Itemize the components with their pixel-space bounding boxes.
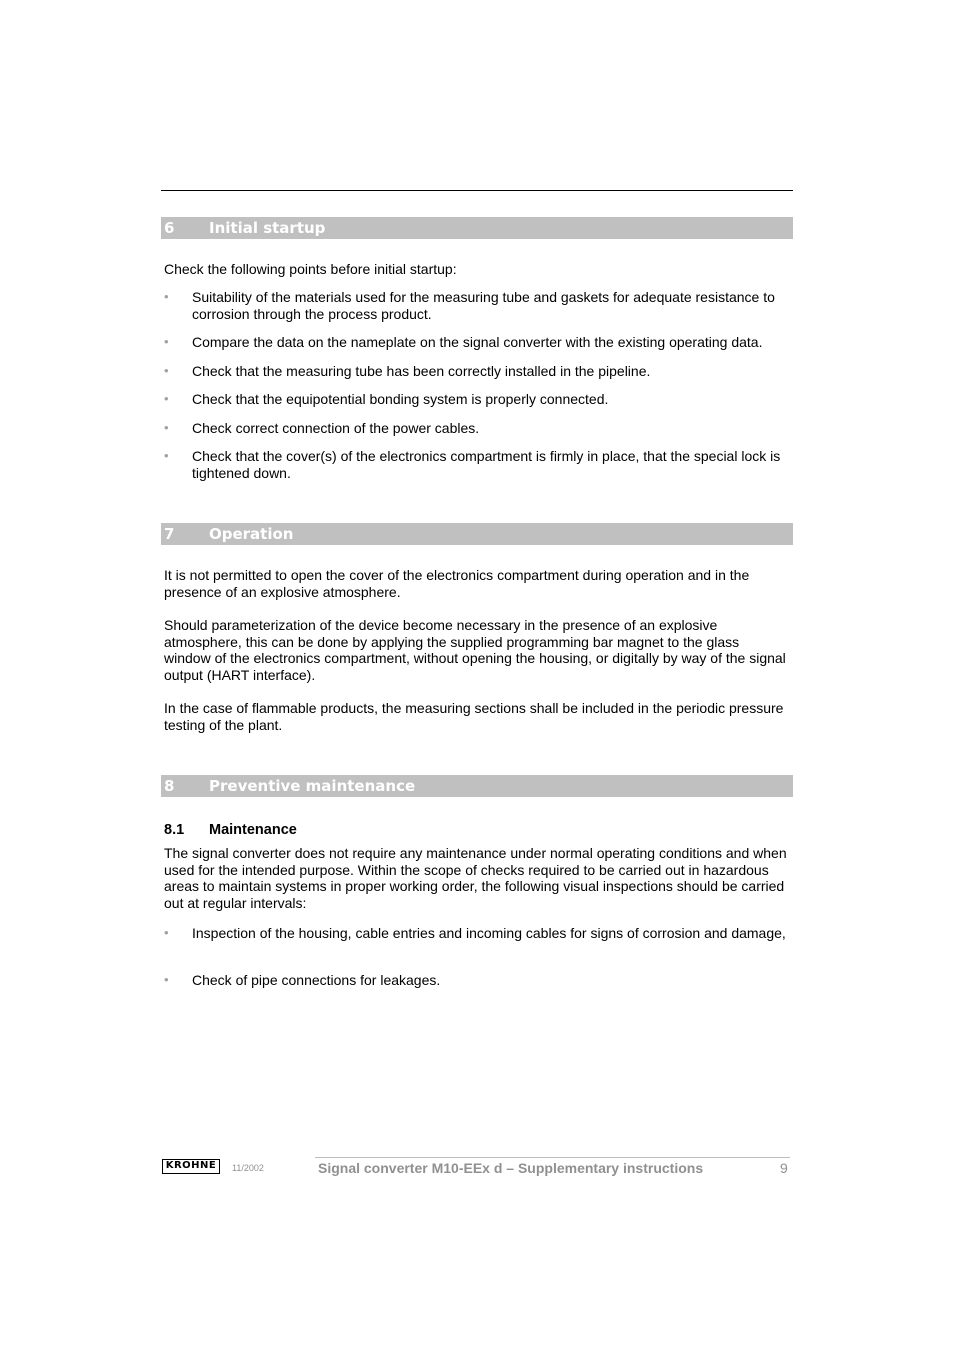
section-heading-initial-startup: [161, 217, 793, 239]
section-title: Operation: [209, 525, 294, 543]
krohne-logo: KROHNE: [162, 1159, 220, 1174]
page-number: 9: [780, 1160, 788, 1176]
bullet-icon: •: [164, 448, 169, 463]
bullet-icon: •: [164, 363, 169, 378]
bullet-icon: •: [164, 925, 169, 940]
list-item-text: Compare the data on the nameplate on the signal converter with the existing operating data.: [192, 334, 763, 350]
bullet-icon: •: [164, 289, 169, 304]
paragraph-text: The signal converter does not require any maintenance under normal operating conditions and when used for the intended purpose. Within the scope of checks required to be carried out in hazardous areas to maintain systems in proper working order, the following visual inspections should be carried out at regular intervals:: [164, 845, 787, 911]
section-number: 6: [164, 219, 175, 237]
list-item-text: Suitability of the materials used for the measuring tube and gaskets for adequate resistance to corrosion through the process product.: [192, 289, 775, 322]
list-item-text: Inspection of the housing, cable entries and incoming cables for signs of corrosion and damage,: [192, 925, 786, 941]
section-title: Preventive maintenance: [209, 777, 416, 795]
paragraph-text: It is not permitted to open the cover of the electronics compartment during operation and in the presence of an explosive atmosphere.: [164, 567, 750, 600]
bullet-icon: •: [164, 391, 169, 406]
bullet-icon: •: [164, 972, 169, 987]
section-heading-operation: [161, 523, 793, 545]
section-number: 8: [164, 777, 175, 795]
list-item-text: Check that the cover(s) of the electronics compartment is firmly in place, that the special lock is tightened down.: [192, 448, 781, 481]
intro-text: Check the following points before initial startup:: [164, 261, 457, 277]
header-rule: [161, 190, 793, 191]
footer-date: 11/2002: [232, 1163, 264, 1173]
paragraph: [164, 700, 789, 733]
paragraph-text: Should parameterization of the device become necessary in the presence of an explosive atmosphere, this can be done by applying the supplied programming bar magnet to the glass window of the electronics compartment, without opening the housing, or digitally by way of the signal output (HART interface).: [164, 617, 786, 683]
paragraph-text: In the case of flammable products, the measuring sections shall be included in the periodic pressure testing of the plant.: [164, 700, 784, 733]
bullet-icon: •: [164, 334, 169, 349]
subsection-title: Maintenance: [209, 822, 297, 838]
section-number: 7: [164, 525, 175, 543]
list-item-text: Check that the equipotential bonding system is properly connected.: [192, 391, 609, 407]
paragraph: [164, 617, 789, 683]
section-intro: [164, 261, 789, 278]
paragraph: [164, 845, 789, 911]
section-title: Initial startup: [209, 219, 326, 237]
footer-document-title: Signal converter M10-EEx d – Supplementary instructions: [318, 1160, 704, 1176]
list-item-text: Check of pipe connections for leakages.: [192, 972, 441, 988]
section-heading-preventive-maintenance: [161, 775, 793, 797]
subsection-number: 8.1: [164, 822, 185, 838]
footer-rule: [315, 1157, 790, 1158]
list-item-text: Check correct connection of the power cables.: [192, 420, 480, 436]
list-item-text: Check that the measuring tube has been correctly installed in the pipeline.: [192, 363, 651, 379]
paragraph: [164, 567, 789, 600]
bullet-icon: •: [164, 420, 169, 435]
